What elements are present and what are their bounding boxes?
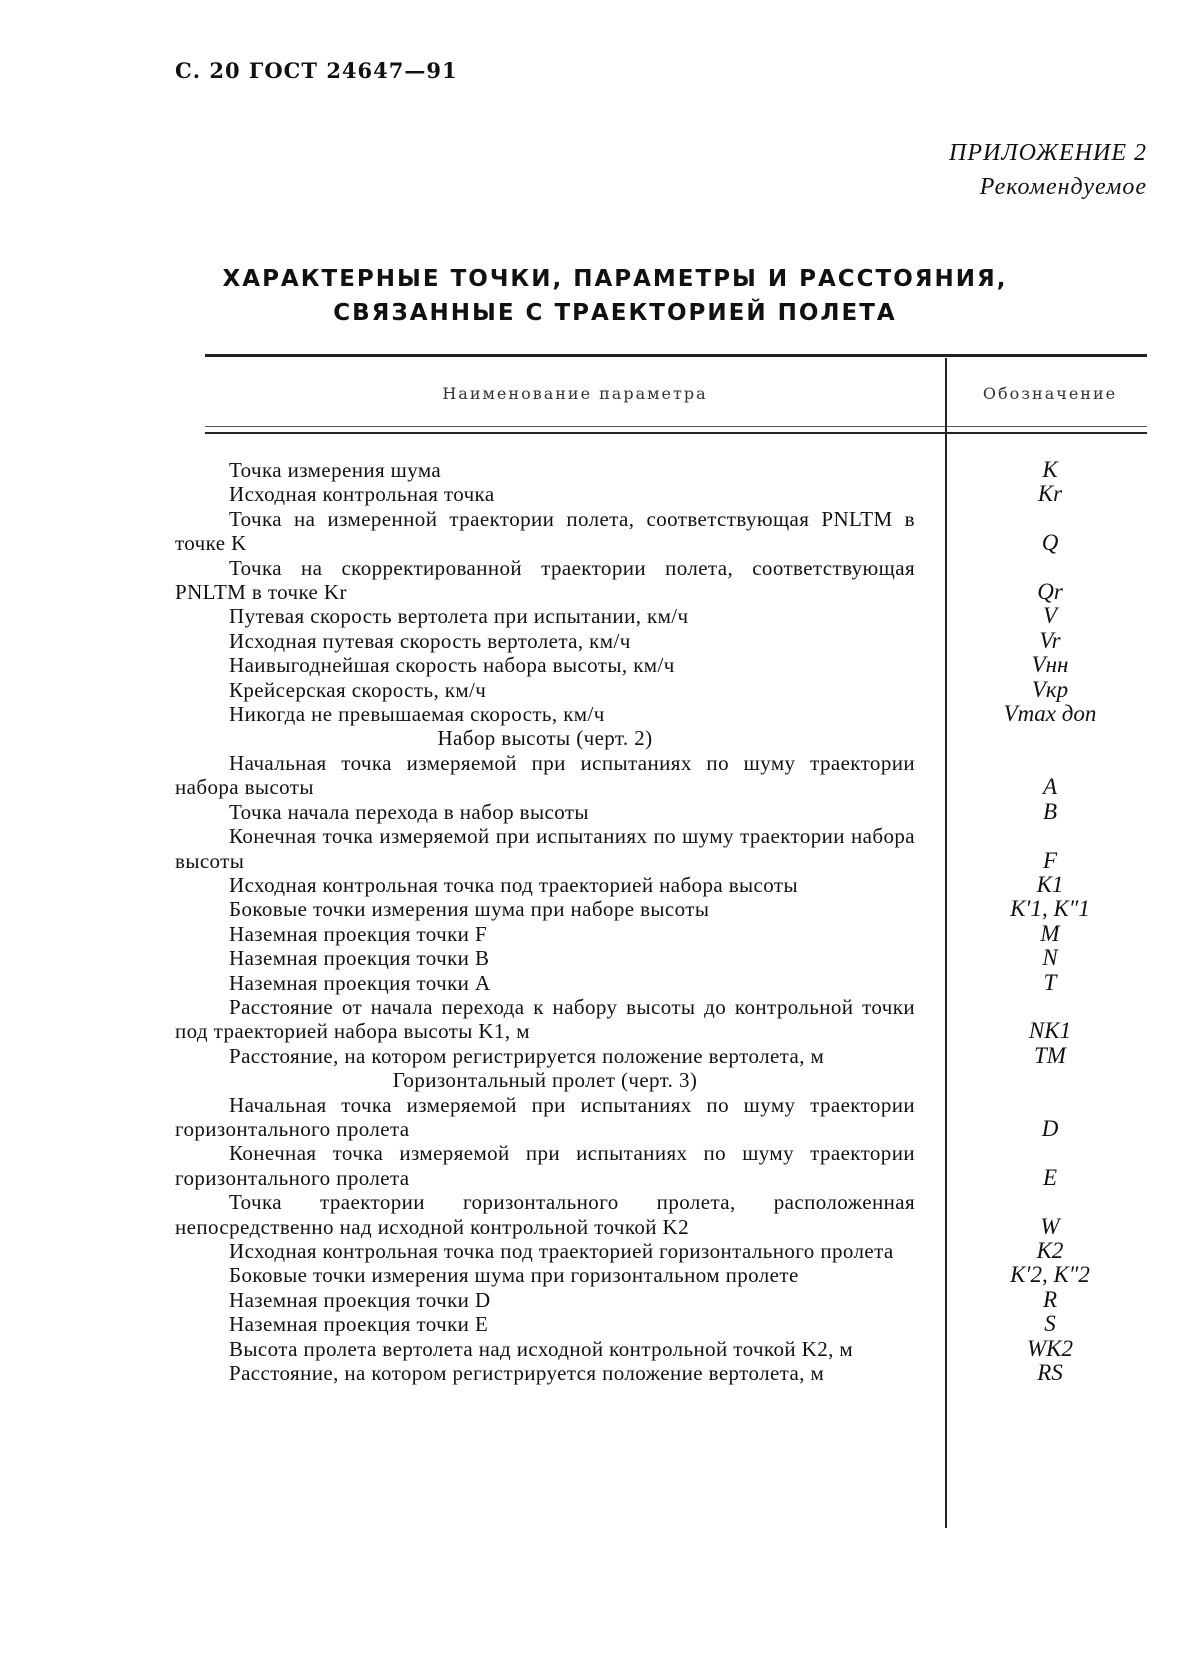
param-symbol: F bbox=[1042, 847, 1058, 873]
param-name: Точка измерения шума bbox=[229, 458, 442, 482]
table-row bbox=[175, 824, 1155, 873]
param-name: Конечная точка измеряемой при испытаниях по шуму траектории горизонтального пролета bbox=[175, 1141, 915, 1190]
table-row bbox=[175, 653, 1155, 677]
param-name: Путевая скорость вертолета при испытании, км/ч bbox=[229, 604, 689, 629]
table-row bbox=[175, 1239, 1155, 1263]
appendix-block bbox=[949, 136, 1147, 204]
param-symbol: K′2, K″2 bbox=[1010, 1262, 1090, 1288]
param-name: Наземная проекция точки B bbox=[229, 946, 490, 971]
param-symbol: Kr bbox=[1037, 481, 1063, 507]
param-name: Начальная точка измеряемой при испытаниях по шуму траектории набора высоты bbox=[175, 750, 915, 800]
parameter-table bbox=[175, 458, 1155, 1385]
table-row bbox=[175, 1263, 1155, 1287]
param-name: Наземная проекция точки A bbox=[229, 970, 491, 995]
column-header-symbol: Обозначение bbox=[982, 384, 1118, 403]
param-symbol: E bbox=[1042, 1164, 1058, 1190]
param-symbol: K bbox=[1042, 457, 1058, 482]
page-header: С. 20 ГОСТ 24647—91 bbox=[175, 58, 458, 83]
table-row bbox=[175, 800, 1155, 824]
table-row bbox=[175, 629, 1155, 653]
param-symbol: T bbox=[1043, 969, 1057, 995]
section-heading-level: Горизонтальный пролет (черт. 3) bbox=[392, 1068, 698, 1093]
param-symbol: A bbox=[1042, 774, 1058, 800]
header-rule-double bbox=[205, 432, 1147, 434]
table-row bbox=[175, 482, 1155, 506]
table-row bbox=[175, 873, 1155, 897]
table-row bbox=[175, 1361, 1155, 1385]
title-line-2: СВЯЗАННЫЕ С ТРАЕКТОРИЕЙ ПОЛЕТА bbox=[333, 300, 897, 326]
param-name: Наземная проекция точки F bbox=[229, 921, 488, 946]
table-row bbox=[175, 971, 1155, 995]
param-name: Исходная путевая скорость вертолета, км/ч bbox=[229, 628, 631, 653]
param-symbol: K1 bbox=[1036, 871, 1064, 897]
param-name: Боковые точки измерения шума при наборе высоты bbox=[229, 897, 710, 922]
table-row bbox=[175, 604, 1155, 628]
param-name: Наземная проекция точки E bbox=[229, 1312, 489, 1337]
param-symbol: S bbox=[1044, 1311, 1056, 1337]
table-row bbox=[175, 556, 1155, 605]
param-symbol: NK1 bbox=[1028, 1018, 1072, 1044]
header-rule bbox=[205, 426, 1147, 427]
param-symbol: Vr bbox=[1039, 627, 1061, 653]
document-title bbox=[175, 262, 1055, 330]
table-row bbox=[175, 458, 1155, 482]
param-symbol: M bbox=[1040, 920, 1060, 946]
param-name: Крейсерская скорость, км/ч bbox=[229, 677, 487, 702]
param-symbol: Q bbox=[1041, 530, 1059, 556]
param-name: Наивыгоднейшая скорость набора высоты, км/ч bbox=[229, 653, 675, 678]
table-row bbox=[175, 1093, 1155, 1142]
param-symbol: Vкр bbox=[1031, 676, 1069, 702]
table-row bbox=[175, 1288, 1155, 1312]
param-symbol: K′1, K″1 bbox=[1010, 896, 1090, 922]
param-name: Конечная точка измеряемой при испытаниях по шуму траектории набора высоты bbox=[175, 824, 915, 873]
param-name: Точка на измеренной траектории полета, соответствующая PNLTM в точке K bbox=[175, 506, 915, 556]
table-row bbox=[175, 897, 1155, 921]
param-symbol: Vmax доп bbox=[1003, 701, 1097, 727]
param-name: Исходная контрольная точка под траекторией набора высоты bbox=[229, 872, 798, 897]
param-symbol: D bbox=[1041, 1115, 1059, 1141]
param-name: Расстояние, на котором регистрируется положение вертолета, м bbox=[229, 1043, 825, 1068]
table-row bbox=[175, 1190, 1155, 1239]
table-row bbox=[175, 946, 1155, 970]
param-name: Расстояние от начала перехода к набору высоты до контрольной точки под траекторией набора высоты K1, м bbox=[175, 994, 915, 1044]
param-symbol: N bbox=[1042, 945, 1058, 971]
param-name: Боковые точки измерения шума при горизонтальном пролете bbox=[229, 1263, 799, 1288]
title-line-1: ХАРАКТЕРНЫЕ ТОЧКИ, ПАРАМЕТРЫ И РАССТОЯНИЯ, bbox=[222, 266, 1008, 292]
param-symbol: Vнн bbox=[1031, 652, 1069, 678]
appendix-status: Рекомендуемое bbox=[979, 174, 1147, 200]
param-name: Никогда не превышаемая скорость, км/ч bbox=[229, 702, 605, 727]
table-row bbox=[175, 507, 1155, 556]
table-row bbox=[175, 1312, 1155, 1336]
param-symbol: W bbox=[1040, 1213, 1060, 1239]
param-symbol: V bbox=[1042, 603, 1058, 629]
param-symbol: K2 bbox=[1036, 1238, 1064, 1263]
table-row bbox=[175, 922, 1155, 946]
param-name: Точка начала перехода в набор высоты bbox=[229, 799, 589, 824]
table-row bbox=[175, 751, 1155, 800]
table-row bbox=[175, 995, 1155, 1044]
param-symbol: R bbox=[1042, 1286, 1058, 1312]
param-name: Высота пролета вертолета над исходной контрольной точкой K2, м bbox=[229, 1336, 854, 1361]
param-name: Начальная точка измеряемой при испытаниях по шуму траектории горизонтального пролета bbox=[175, 1092, 915, 1141]
table-row bbox=[175, 702, 1155, 726]
param-name: Наземная проекция точки D bbox=[229, 1287, 491, 1312]
table-row bbox=[175, 1044, 1155, 1068]
param-symbol: WK2 bbox=[1027, 1335, 1073, 1361]
param-name: Расстояние, на котором регистрируется положение вертолета, м bbox=[229, 1361, 825, 1386]
param-name: Исходная контрольная точка под траекторией горизонтального пролета bbox=[229, 1239, 894, 1263]
param-name: Точка траектории горизонтального пролета, расположенная непосредственно над исходной контрольной точкой K2 bbox=[175, 1190, 915, 1239]
param-name: Точка на скорректированной траектории полета, соответствующая PNLTM в точке Kr bbox=[175, 555, 915, 605]
param-symbol: Qr bbox=[1037, 579, 1063, 605]
table-row bbox=[175, 1337, 1155, 1361]
param-name: Исходная контрольная точка bbox=[229, 482, 495, 507]
appendix-label: ПРИЛОЖЕНИЕ 2 bbox=[949, 140, 1147, 166]
section-heading-climb: Набор высоты (черт. 2) bbox=[437, 726, 653, 751]
param-symbol: TM bbox=[1034, 1042, 1066, 1068]
column-header-name: Наименование параметра bbox=[442, 384, 708, 403]
table-row bbox=[175, 678, 1155, 702]
table-top-rule bbox=[205, 354, 1147, 357]
param-symbol: RS bbox=[1037, 1360, 1063, 1386]
param-symbol: B bbox=[1042, 798, 1058, 824]
table-row bbox=[175, 1141, 1155, 1190]
